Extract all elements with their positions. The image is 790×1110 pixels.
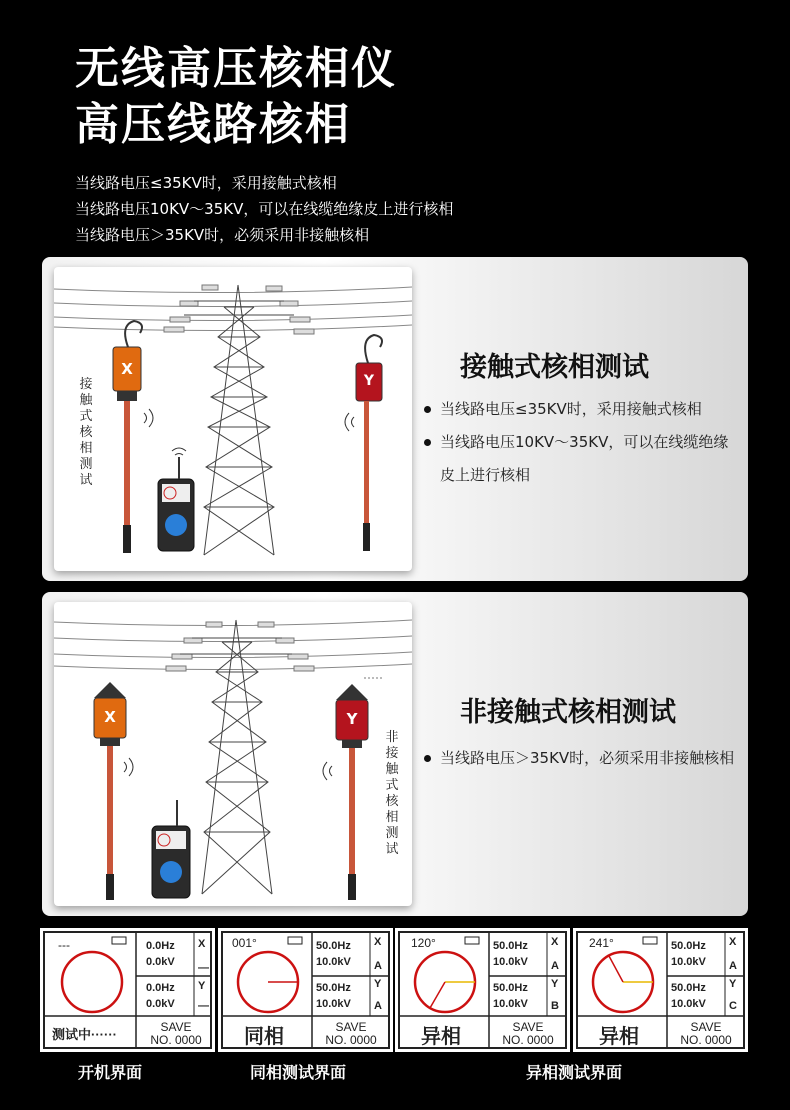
- x-phase: —: [198, 962, 209, 974]
- x-voltage: 10.0kV: [671, 956, 706, 968]
- intro-line: 当线路电压＞35KV时，必须采用非接触核相: [75, 226, 370, 244]
- y-phase: C: [729, 1000, 737, 1012]
- y-voltage: 0.0kV: [146, 998, 175, 1010]
- y-phase: —: [198, 1000, 209, 1012]
- sub-title: 高压线路核相: [75, 99, 351, 150]
- caption-diff: 异相测试界面: [526, 1063, 623, 1082]
- tower-illustration-svg: [54, 267, 412, 571]
- screen-boot: [40, 928, 215, 1052]
- status-text: 同相: [244, 1026, 284, 1048]
- intro-list: [75, 170, 453, 248]
- save-label: SAVE NO. 0000: [150, 1020, 202, 1047]
- intro-line: 当线路电压10KV～35KV，可以在线缆绝缘皮上进行核相: [75, 200, 454, 218]
- caption-boot: 开机界面: [78, 1063, 143, 1082]
- x-phase: A: [551, 960, 559, 972]
- x-voltage: 10.0kV: [493, 956, 528, 968]
- phase-angle: 241°: [589, 936, 614, 950]
- x-phase: A: [729, 960, 737, 972]
- y-voltage: 10.0kV: [316, 998, 351, 1010]
- x-voltage: 0.0kV: [146, 956, 175, 968]
- y-frequency: 50.0Hz: [671, 982, 706, 994]
- caption-same: 同相测试界面: [250, 1063, 347, 1082]
- intro-line: 当线路电压≤35KV时，采用接触式核相: [75, 174, 337, 192]
- save-label: SAVE NO. 0000: [502, 1020, 554, 1047]
- x-tag: X: [198, 938, 206, 950]
- contact-title: 接触式核相测试: [460, 352, 649, 383]
- x-frequency: 50.0Hz: [493, 940, 528, 952]
- y-tag: Y: [374, 978, 382, 990]
- contact-illus-label: 接触式核相测试: [79, 377, 93, 488]
- noncontact-illus-label: 非接触式核相测试: [385, 730, 399, 857]
- screen-diff-phase-c: [573, 928, 748, 1052]
- y-tag: Y: [729, 978, 737, 990]
- y-tag: Y: [551, 978, 559, 990]
- tower-illustration-svg: [54, 602, 412, 906]
- x-voltage: 10.0kV: [316, 956, 351, 968]
- x-frequency: 0.0Hz: [146, 940, 175, 952]
- x-frequency: 50.0Hz: [316, 940, 351, 952]
- probe-y-label: Y: [346, 710, 358, 728]
- probe-x-label: X: [121, 360, 133, 378]
- screen-diff-phase-b: [395, 928, 570, 1052]
- contact-illustration: [54, 267, 412, 571]
- noncontact-test-panel: [42, 592, 748, 916]
- probe-x-label: X: [104, 708, 116, 726]
- y-voltage: 10.0kV: [493, 998, 528, 1010]
- phase-angle: 001°: [232, 936, 257, 950]
- bullet-item: 当线路电压10KV～35KV，可以在线缆绝缘皮上进行核相: [424, 426, 742, 492]
- phase-angle: 120°: [411, 936, 436, 950]
- noncontact-bullets: [424, 742, 742, 775]
- bullet-item: 当线路电压≤35KV时，采用接触式核相: [424, 393, 742, 426]
- status-text: 测试中······: [52, 1027, 117, 1042]
- bullet-item: 当线路电压＞35KV时，必须采用非接触核相: [424, 742, 742, 775]
- phase-angle: ---: [58, 938, 70, 952]
- save-label: SAVE NO. 0000: [325, 1020, 377, 1047]
- y-frequency: 0.0Hz: [146, 982, 175, 994]
- status-text: 异相: [599, 1026, 639, 1048]
- x-frequency: 50.0Hz: [671, 940, 706, 952]
- x-tag: X: [729, 936, 737, 948]
- noncontact-illustration: [54, 602, 412, 906]
- y-voltage: 10.0kV: [671, 998, 706, 1010]
- x-tag: X: [551, 936, 559, 948]
- y-frequency: 50.0Hz: [316, 982, 351, 994]
- contact-test-panel: [42, 257, 748, 581]
- screen-same-phase: [218, 928, 393, 1052]
- save-label: SAVE NO. 0000: [680, 1020, 732, 1047]
- x-tag: X: [374, 936, 382, 948]
- y-frequency: 50.0Hz: [493, 982, 528, 994]
- main-title: 无线高压核相仪: [75, 43, 397, 94]
- status-text: 异相: [421, 1026, 461, 1048]
- y-phase: A: [374, 1000, 382, 1012]
- probe-y-label: Y: [363, 373, 375, 389]
- contact-bullets: [424, 393, 742, 492]
- y-phase: B: [551, 1000, 559, 1012]
- x-phase: A: [374, 960, 382, 972]
- noncontact-title: 非接触式核相测试: [460, 697, 676, 728]
- y-tag: Y: [198, 980, 206, 992]
